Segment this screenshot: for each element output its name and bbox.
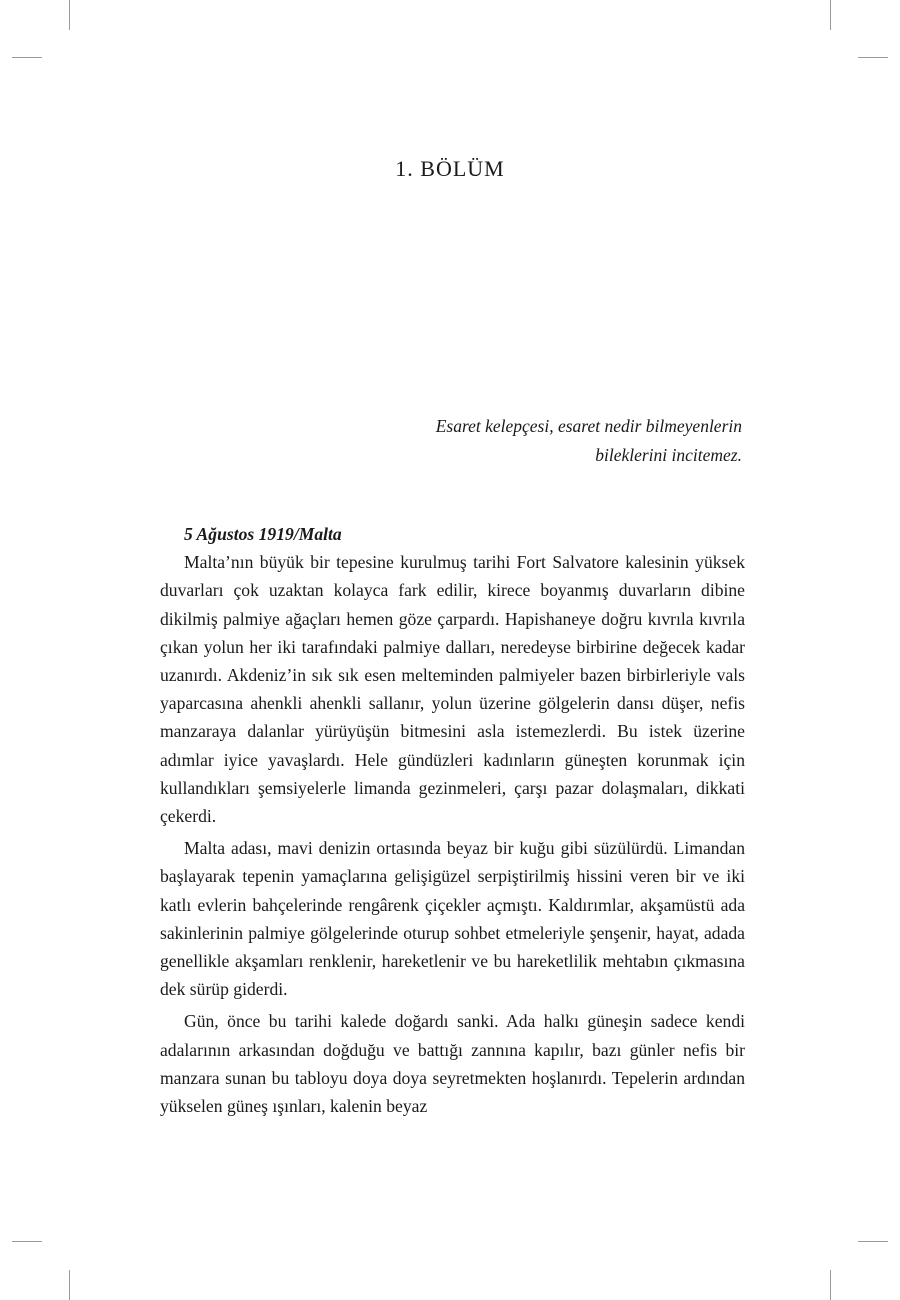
date-heading: 5 Ağustos 1919/Malta <box>184 524 342 544</box>
chapter-title: 1. BÖLÜM <box>395 156 505 181</box>
crop-mark-bottom-left <box>69 1270 70 1300</box>
crop-mark-top-right <box>830 0 831 30</box>
crop-mark-top-left <box>69 0 70 30</box>
crop-mark-top-right-horizontal <box>858 57 888 58</box>
epigraph-line: bileklerini incitemez. <box>595 445 742 465</box>
chapter-body <box>160 520 745 1120</box>
epigraph <box>322 412 742 470</box>
crop-mark-bottom-right-horizontal <box>858 1241 888 1242</box>
epigraph-line: Esaret kelepçesi, esaret nedir bilmeyenlerin <box>435 416 742 436</box>
paragraph: Gün, önce bu tarihi kalede doğardı sanki. Ada halkı güneşin sadece kendi adalarının arkasından doğduğu ve battığı zannına kapılır, bazı günler nefis bir manzara sunan bu tabloyu doya doya seyretmekten hoşlanırdı. Tepelerin ardından yükselen güneş ışınları, kalenin beyaz <box>160 1011 745 1117</box>
paragraph: Malta adası, mavi denizin ortasında beyaz bir kuğu gibi süzülürdü. Limandan başlayarak tepenin yamaçlarına gelişigüzel serpiştirilmiş hissini veren bir ve iki katlı evlerin bahçelerinde rengârenk çiçekler açmıştı. Kaldırımlar, akşamüstü ada sakinlerinin palmiye gölgelerinde oturup sohbet etmeleriyle şenşenir, hayat, adada genellikle akşamları renklenir, hareketlenir ve bu hareketlilik mehtabın çıkmasına dek sürüp giderdi. <box>160 838 745 1000</box>
crop-mark-bottom-right <box>830 1270 831 1300</box>
paragraph: Malta’nın büyük bir tepesine kurulmuş tarihi Fort Salvatore kalesinin yüksek duvarları çok uzaktan kolayca fark edilir, kirece boyanmış duvarların dibine dikilmiş palmiye ağaçları hemen göze çarpardı. Hapishaneye doğru kıvrıla kıvrıla çıkan yolun her iki tarafındaki palmiye dalları, neredeyse birbirine değecek kadar uzanırdı. Akdeniz’in sık sık esen melteminden palmiyeler bazen birbirleriyle vals yaparcasına ahenkli ahenkli sallanır, yolun üzerine gölgelerin dansı düşer, nefis manzaraya dalanlar yürüyüşün bitmesini asla istemezlerdi. Bu istek üzerine adımlar iyice yavaşlardı. Hele gündüzleri kadınların güneşten korunmak için kullandıkları şemsiyelerle limanda gezinmeleri, çarşı pazar dolaşmaları, dikkati çekerdi. <box>160 552 745 827</box>
crop-mark-bottom-left-horizontal <box>12 1241 42 1242</box>
crop-mark-top-left-horizontal <box>12 57 42 58</box>
